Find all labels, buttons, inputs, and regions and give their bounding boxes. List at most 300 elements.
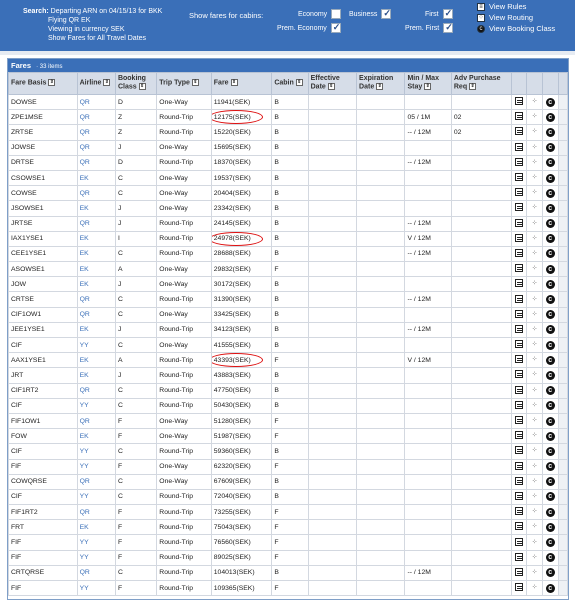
routing-icon[interactable]: ⁘ <box>531 280 537 288</box>
view-routing-cell[interactable] <box>526 170 542 185</box>
cabin-first[interactable] <box>425 9 453 19</box>
table-row[interactable] <box>9 459 568 474</box>
view-routing-cell[interactable] <box>526 338 542 353</box>
booking-class-icon[interactable]: c <box>546 371 555 380</box>
routing-icon[interactable]: ⁘ <box>531 295 537 303</box>
routing-icon[interactable]: ⁘ <box>531 553 537 561</box>
table-row[interactable] <box>9 338 568 353</box>
cell-trip-type: One-Way <box>157 277 211 292</box>
col-adv-purchase[interactable]: Adv Purchase Req ⇕ <box>451 73 512 95</box>
table-row[interactable] <box>9 231 568 246</box>
cabin-business-checkbox[interactable] <box>381 9 391 19</box>
scroll-gutter <box>558 170 567 185</box>
view-routing-cell[interactable] <box>526 216 542 231</box>
rules-icon[interactable] <box>515 431 523 439</box>
routing-icon[interactable]: ⁘ <box>531 371 537 379</box>
col-fare[interactable]: Fare ⇕ <box>211 73 272 95</box>
cell-airline: QR <box>77 292 115 307</box>
view-booking-cell[interactable] <box>542 95 558 110</box>
view-routing-cell[interactable] <box>526 413 542 428</box>
booking-class-icon[interactable]: c <box>546 249 555 258</box>
sort-icon[interactable]: ⇕ <box>377 83 382 90</box>
cabin-prem-first[interactable] <box>405 23 453 33</box>
table-row[interactable] <box>9 383 568 398</box>
rules-icon[interactable] <box>515 355 523 363</box>
routing-icon[interactable]: ⁘ <box>531 265 537 273</box>
view-routing-cell[interactable] <box>526 353 542 368</box>
rules-icon[interactable] <box>515 462 523 470</box>
col-effective-date[interactable]: Effective Date ⇕ <box>308 73 356 95</box>
view-booking-cell[interactable] <box>542 413 558 428</box>
booking-class-icon[interactable]: c <box>546 113 555 122</box>
rules-icon[interactable] <box>515 340 523 348</box>
sort-icon[interactable]: ⇕ <box>193 79 198 86</box>
booking-class-icon[interactable]: c <box>546 462 555 471</box>
view-routing-cell[interactable] <box>526 292 542 307</box>
view-rules-cell[interactable] <box>512 398 526 413</box>
fare-amount: 15695(SEK) <box>213 144 251 152</box>
cell-min-max-stay <box>405 338 451 353</box>
sort-icon[interactable]: ⇕ <box>231 79 237 86</box>
cell-fare <box>211 95 272 110</box>
table-row[interactable] <box>9 262 568 277</box>
table-row[interactable] <box>9 216 568 231</box>
booking-class-icon[interactable]: c <box>546 143 555 152</box>
cell-booking-class: C <box>115 338 156 353</box>
rules-icon[interactable] <box>515 264 523 272</box>
table-row[interactable] <box>9 246 568 261</box>
view-routing-cell[interactable] <box>526 140 542 155</box>
rules-icon[interactable] <box>515 249 523 257</box>
routing-icon[interactable]: ⁘ <box>531 417 537 425</box>
view-routing-cell[interactable] <box>526 398 542 413</box>
routing-icon[interactable]: ⁘ <box>531 492 537 500</box>
view-booking-cell[interactable] <box>542 505 558 520</box>
view-routing-cell[interactable] <box>526 262 542 277</box>
table-row[interactable] <box>9 125 568 140</box>
cell-booking-class: J <box>115 216 156 231</box>
table-row[interactable] <box>9 535 568 550</box>
view-routing-cell[interactable] <box>526 474 542 489</box>
table-row[interactable] <box>9 505 568 520</box>
sort-icon[interactable]: ⇕ <box>49 79 54 86</box>
booking-class-icon[interactable]: c <box>546 280 555 289</box>
routing-icon[interactable]: ⁘ <box>531 158 537 166</box>
col-airline[interactable]: Airline ⇕ <box>77 73 115 95</box>
routing-icon[interactable]: ⁘ <box>531 128 537 136</box>
view-rules-cell[interactable] <box>512 216 526 231</box>
view-routing-cell[interactable] <box>526 459 542 474</box>
booking-class-icon[interactable]: c <box>546 508 555 517</box>
rules-icon[interactable] <box>515 386 523 394</box>
view-rules-cell[interactable] <box>512 170 526 185</box>
table-row[interactable] <box>9 429 568 444</box>
rules-icon[interactable] <box>515 173 523 181</box>
view-booking-cell[interactable] <box>542 322 558 337</box>
cabin-prem-economy-checkbox[interactable] <box>331 23 341 33</box>
view-routing-cell[interactable] <box>526 444 542 459</box>
booking-class-icon[interactable]: c <box>546 265 555 274</box>
rules-icon[interactable] <box>515 492 523 500</box>
view-routing-cell[interactable] <box>526 520 542 535</box>
table-row[interactable] <box>9 474 568 489</box>
table-row[interactable] <box>9 322 568 337</box>
view-booking-cell[interactable] <box>542 170 558 185</box>
view-rules-cell[interactable] <box>512 535 526 550</box>
view-booking-cell[interactable] <box>542 140 558 155</box>
cell-fare-basis: ZPE1MSE <box>9 110 78 125</box>
cell-cabin: B <box>272 140 308 155</box>
booking-class-icon[interactable]: c <box>546 356 555 365</box>
rules-icon[interactable] <box>515 370 523 378</box>
cell-trip-type: One-Way <box>157 474 211 489</box>
cell-expiration-date <box>357 474 405 489</box>
booking-class-icon[interactable]: c <box>546 234 555 243</box>
view-rules-cell[interactable] <box>512 550 526 565</box>
view-rules-cell[interactable] <box>512 338 526 353</box>
cell-min-max-stay <box>405 170 451 185</box>
routing-icon[interactable]: ⁘ <box>531 432 537 440</box>
cabin-economy-checkbox[interactable] <box>331 9 341 19</box>
view-rules-cell[interactable] <box>512 489 526 504</box>
booking-class-icon[interactable]: c <box>546 189 555 198</box>
table-row[interactable] <box>9 353 568 368</box>
view-routing-cell[interactable] <box>526 489 542 504</box>
rules-icon[interactable] <box>515 295 523 303</box>
rules-icon[interactable] <box>515 583 523 591</box>
view-routing-cell[interactable] <box>526 368 542 383</box>
view-booking-cell[interactable] <box>542 110 558 125</box>
view-routing-cell[interactable] <box>526 535 542 550</box>
cell-fare-basis: FIF <box>9 550 78 565</box>
view-booking-cell[interactable] <box>542 581 558 596</box>
view-booking-cell[interactable] <box>542 565 558 580</box>
sort-icon[interactable]: ⇕ <box>470 83 475 90</box>
routing-icon[interactable]: ⁘ <box>531 219 537 227</box>
booking-class-icon[interactable]: c <box>546 174 555 183</box>
routing-icon[interactable]: ⁘ <box>531 401 537 409</box>
cell-booking-class: F <box>115 413 156 428</box>
view-rules-cell[interactable] <box>512 413 526 428</box>
table-row[interactable] <box>9 292 568 307</box>
table-row[interactable] <box>9 186 568 201</box>
cell-min-max-stay: 05 / 1M <box>405 110 451 125</box>
routing-icon[interactable]: ⁘ <box>531 508 537 516</box>
view-rules-cell[interactable] <box>512 186 526 201</box>
view-routing-cell[interactable] <box>526 565 542 580</box>
view-rules-cell[interactable] <box>512 246 526 261</box>
routing-icon[interactable]: ⁘ <box>531 113 537 121</box>
view-rules-cell[interactable] <box>512 277 526 292</box>
table-row[interactable] <box>9 307 568 322</box>
table-row[interactable] <box>9 398 568 413</box>
view-rules-cell[interactable] <box>512 307 526 322</box>
routing-icon[interactable]: ⁘ <box>531 568 537 576</box>
table-row[interactable] <box>9 520 568 535</box>
view-booking-cell[interactable] <box>542 444 558 459</box>
view-routing-cell[interactable] <box>526 155 542 170</box>
rules-icon[interactable] <box>515 158 523 166</box>
view-routing-cell[interactable] <box>526 307 542 322</box>
rules-icon[interactable] <box>515 477 523 485</box>
view-booking-cell[interactable] <box>542 231 558 246</box>
view-rules-cell[interactable] <box>512 231 526 246</box>
table-row[interactable] <box>9 201 568 216</box>
cell-booking-class: Z <box>115 110 156 125</box>
view-routing-cell[interactable] <box>526 110 542 125</box>
booking-class-icon[interactable]: c <box>546 523 555 532</box>
view-rules-cell[interactable] <box>512 474 526 489</box>
cell-min-max-stay <box>405 550 451 565</box>
routing-icon[interactable]: ⁘ <box>531 189 537 197</box>
routing-icon[interactable]: ⁘ <box>531 538 537 546</box>
cell-min-max-stay: V / 12M <box>405 353 451 368</box>
view-routing-cell[interactable] <box>526 125 542 140</box>
col-fare-basis[interactable]: Fare Basis ⇕ <box>9 73 78 95</box>
view-booking-cell[interactable] <box>542 535 558 550</box>
routing-icon[interactable]: ⁘ <box>531 462 537 470</box>
rules-icon[interactable] <box>515 127 523 135</box>
routing-icon[interactable]: ⁘ <box>531 341 537 349</box>
view-booking-cell[interactable] <box>542 383 558 398</box>
cabin-economy[interactable] <box>298 9 341 19</box>
col-trip-type[interactable]: Trip Type ⇕ <box>157 73 211 95</box>
view-routing-cell[interactable] <box>526 231 542 246</box>
sort-icon[interactable]: ⇕ <box>425 83 430 90</box>
view-rules-cell[interactable] <box>512 155 526 170</box>
cell-trip-type: Round-Trip <box>157 231 211 246</box>
cabin-first-checkbox[interactable] <box>443 9 453 19</box>
view-booking-cell[interactable] <box>542 307 558 322</box>
view-rules-cell[interactable] <box>512 201 526 216</box>
routing-icon[interactable]: ⁘ <box>531 204 537 212</box>
booking-class-icon[interactable]: c <box>546 128 555 137</box>
view-rules-cell[interactable] <box>512 444 526 459</box>
rules-icon[interactable] <box>515 188 523 196</box>
view-routing-cell[interactable] <box>526 429 542 444</box>
routing-icon[interactable]: ⁘ <box>531 249 537 257</box>
booking-class-icon[interactable]: c <box>546 325 555 334</box>
col-expiration-date[interactable]: Expiration Date ⇕ <box>357 73 405 95</box>
cell-airline: QR <box>77 307 115 322</box>
view-booking-cell[interactable] <box>542 262 558 277</box>
view-routing-cell[interactable] <box>526 581 542 596</box>
view-rules-cell[interactable] <box>512 459 526 474</box>
view-routing-cell[interactable] <box>526 383 542 398</box>
booking-class-icon[interactable]: c <box>546 341 555 350</box>
view-booking-cell[interactable] <box>542 216 558 231</box>
view-routing-cell[interactable] <box>526 277 542 292</box>
view-routing-cell[interactable] <box>526 186 542 201</box>
view-routing-cell[interactable] <box>526 95 542 110</box>
table-row[interactable] <box>9 368 568 383</box>
rules-icon[interactable] <box>515 553 523 561</box>
rules-icon[interactable] <box>515 522 523 530</box>
routing-icon[interactable]: ⁘ <box>531 447 537 455</box>
rules-icon[interactable] <box>515 507 523 515</box>
view-booking-cell[interactable] <box>542 520 558 535</box>
view-booking-cell[interactable] <box>542 292 558 307</box>
booking-class-icon[interactable]: c <box>546 401 555 410</box>
view-booking-cell[interactable] <box>542 155 558 170</box>
routing-icon[interactable]: ⁘ <box>531 234 537 242</box>
view-rules-cell[interactable] <box>512 565 526 580</box>
view-routing-cell[interactable] <box>526 322 542 337</box>
cell-airline: YY <box>77 535 115 550</box>
routing-icon[interactable]: ⁘ <box>531 477 537 485</box>
booking-class-icon[interactable]: c <box>546 310 555 319</box>
routing-icon[interactable]: ⁘ <box>531 584 537 592</box>
rules-icon[interactable] <box>515 310 523 318</box>
table-row[interactable] <box>9 110 568 125</box>
sort-icon[interactable]: ⇕ <box>104 79 109 86</box>
rules-icon[interactable] <box>515 446 523 454</box>
view-booking-cell[interactable] <box>542 277 558 292</box>
view-rules-cell[interactable] <box>512 262 526 277</box>
cabin-prem-first-checkbox[interactable] <box>443 23 453 33</box>
cell-adv-purchase: 02 <box>451 110 512 125</box>
sort-icon[interactable]: ⇕ <box>297 79 302 86</box>
view-routing-cell[interactable] <box>526 201 542 216</box>
booking-class-icon[interactable]: c <box>546 492 555 501</box>
booking-class-icon[interactable]: c <box>546 447 555 456</box>
view-booking-cell[interactable] <box>542 368 558 383</box>
view-routing-cell[interactable] <box>526 505 542 520</box>
table-row[interactable] <box>9 95 568 110</box>
view-booking-cell[interactable] <box>542 353 558 368</box>
table-row[interactable] <box>9 155 568 170</box>
booking-class-icon[interactable]: c <box>546 417 555 426</box>
table-row[interactable] <box>9 413 568 428</box>
cabin-prem-economy[interactable] <box>277 23 341 33</box>
view-rules-cell[interactable] <box>512 520 526 535</box>
sort-icon[interactable]: ⇕ <box>329 83 334 90</box>
booking-class-icon[interactable]: c <box>546 295 555 304</box>
view-rules-cell[interactable] <box>512 125 526 140</box>
view-rules-cell[interactable] <box>512 368 526 383</box>
view-rules-cell[interactable] <box>512 140 526 155</box>
view-booking-cell[interactable] <box>542 338 558 353</box>
view-booking-cell[interactable] <box>542 186 558 201</box>
routing-icon[interactable]: ⁘ <box>531 174 537 182</box>
cell-airline: QR <box>77 155 115 170</box>
booking-class-icon[interactable]: c <box>546 432 555 441</box>
rules-icon[interactable] <box>515 401 523 409</box>
booking-class-icon[interactable]: c <box>546 568 555 577</box>
scroll-gutter <box>558 535 567 550</box>
view-rules-cell[interactable] <box>512 429 526 444</box>
view-booking-cell[interactable] <box>542 474 558 489</box>
booking-class-icon[interactable]: c <box>546 553 555 562</box>
table-row[interactable] <box>9 140 568 155</box>
rules-icon[interactable] <box>515 112 523 120</box>
cell-booking-class: C <box>115 398 156 413</box>
view-rules-cell[interactable] <box>512 292 526 307</box>
col-min-max-stay[interactable]: Min / Max Stay ⇕ <box>405 73 451 95</box>
rules-icon[interactable] <box>515 97 523 105</box>
fare-amount: 59360(SEK) <box>213 447 251 455</box>
view-rules-cell[interactable] <box>512 95 526 110</box>
cell-fare-basis: JRT <box>9 368 78 383</box>
cell-airline: EK <box>77 368 115 383</box>
cabin-business[interactable] <box>349 9 391 19</box>
col-booking-class[interactable]: Booking Class ⇕ <box>115 73 156 95</box>
table-row[interactable] <box>9 550 568 565</box>
view-routing-cell[interactable] <box>526 550 542 565</box>
view-booking-cell[interactable] <box>542 398 558 413</box>
cell-fare <box>211 140 272 155</box>
view-rules-cell[interactable] <box>512 353 526 368</box>
view-rules-cell[interactable] <box>512 505 526 520</box>
booking-class-icon[interactable]: c <box>546 219 555 228</box>
table-row[interactable] <box>9 170 568 185</box>
booking-class-icon[interactable]: c <box>546 158 555 167</box>
table-row[interactable] <box>9 444 568 459</box>
view-rules-cell[interactable] <box>512 581 526 596</box>
rules-icon[interactable] <box>515 234 523 242</box>
routing-icon[interactable]: ⁘ <box>531 310 537 318</box>
booking-class-icon[interactable]: c <box>546 584 555 593</box>
view-booking-cell[interactable] <box>542 489 558 504</box>
col-cabin[interactable]: Cabin ⇕ <box>272 73 308 95</box>
cell-fare <box>211 292 272 307</box>
rules-icon[interactable] <box>515 219 523 227</box>
rules-icon[interactable] <box>515 143 523 151</box>
rules-icon[interactable] <box>515 279 523 287</box>
cell-booking-class: C <box>115 292 156 307</box>
routing-icon[interactable]: ⁘ <box>531 356 537 364</box>
booking-class-icon[interactable]: c <box>546 204 555 213</box>
booking-class-icon[interactable]: c <box>546 386 555 395</box>
rules-icon[interactable] <box>515 203 523 211</box>
routing-icon[interactable]: ⁘ <box>531 523 537 531</box>
table-row[interactable] <box>9 565 568 580</box>
cell-expiration-date <box>357 216 405 231</box>
rules-icon[interactable] <box>515 568 523 576</box>
rules-icon[interactable] <box>515 538 523 546</box>
view-booking-cell[interactable] <box>542 201 558 216</box>
cell-cabin: B <box>272 383 308 398</box>
cell-fare <box>211 550 272 565</box>
fare-amount: 30172(SEK) <box>213 280 251 288</box>
routing-icon[interactable]: ⁘ <box>531 325 537 333</box>
table-row[interactable] <box>9 277 568 292</box>
view-booking-cell[interactable] <box>542 125 558 140</box>
booking-class-icon[interactable]: c <box>546 538 555 547</box>
routing-icon[interactable]: ⁘ <box>531 143 537 151</box>
view-booking-cell[interactable] <box>542 459 558 474</box>
view-booking-cell[interactable] <box>542 550 558 565</box>
booking-class-icon[interactable]: c <box>546 98 555 107</box>
booking-class-icon[interactable]: c <box>546 477 555 486</box>
sort-icon[interactable]: ⇕ <box>139 83 145 90</box>
fares-panel <box>7 58 569 600</box>
view-rules-cell[interactable] <box>512 383 526 398</box>
view-rules-cell[interactable] <box>512 322 526 337</box>
cell-fare-basis: CRTQRSE <box>9 565 78 580</box>
routing-icon[interactable]: ⁘ <box>531 386 537 394</box>
cell-fare <box>211 413 272 428</box>
rules-icon[interactable] <box>515 325 523 333</box>
view-booking-cell[interactable] <box>542 429 558 444</box>
view-routing-cell[interactable] <box>526 246 542 261</box>
routing-icon[interactable]: ⁘ <box>531 98 537 106</box>
table-row[interactable] <box>9 581 568 596</box>
view-booking-cell[interactable] <box>542 246 558 261</box>
rules-icon[interactable] <box>515 416 523 424</box>
view-rules-cell[interactable] <box>512 110 526 125</box>
table-row[interactable] <box>9 489 568 504</box>
